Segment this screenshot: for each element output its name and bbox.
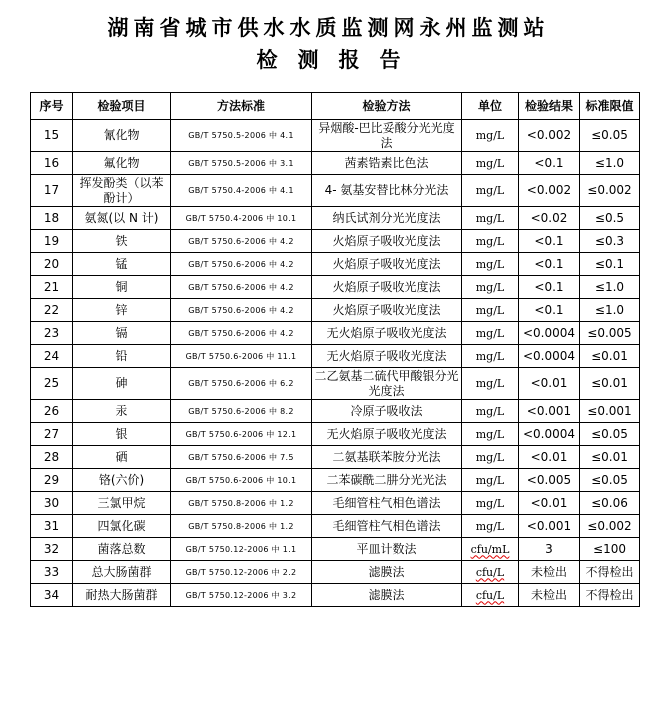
cell-method: 无火焰原子吸收光度法 (312, 322, 462, 345)
cell-result: <0.01 (519, 368, 580, 400)
cell-limit: ≤0.005 (580, 322, 640, 345)
cell-unit: mg/L (462, 152, 519, 175)
cell-no: 33 (31, 561, 73, 584)
cell-standard: GB/T 5750.6-2006 中 4.2 (171, 253, 312, 276)
cell-limit: ≤0.05 (580, 423, 640, 446)
cell-method: 火焰原子吸收光度法 (312, 299, 462, 322)
table-row (31, 492, 640, 515)
cell-standard: GB/T 5750.6-2006 中 7.5 (171, 446, 312, 469)
cell-unit: mg/L (462, 423, 519, 446)
col-header-limit: 标准限值 (580, 93, 640, 120)
cell-unit: mg/L (462, 469, 519, 492)
cell-method: 异烟酸-巴比妥酸分光光度法 (312, 120, 462, 152)
cell-unit: mg/L (462, 345, 519, 368)
cell-result: <0.001 (519, 400, 580, 423)
cell-limit: ≤1.0 (580, 276, 640, 299)
cell-result: <0.002 (519, 175, 580, 207)
cell-item: 总大肠菌群 (73, 561, 171, 584)
table-row (31, 469, 640, 492)
col-header-method: 检验方法 (312, 93, 462, 120)
cell-standard: GB/T 5750.6-2006 中 10.1 (171, 469, 312, 492)
cell-no: 25 (31, 368, 73, 400)
cell-item: 银 (73, 423, 171, 446)
cell-method: 火焰原子吸收光度法 (312, 276, 462, 299)
cell-result: <0.005 (519, 469, 580, 492)
cell-method: 毛细管柱气相色谱法 (312, 515, 462, 538)
cell-no: 17 (31, 175, 73, 207)
results-table (30, 92, 640, 607)
cell-limit: ≤1.0 (580, 299, 640, 322)
table-row (31, 175, 640, 207)
cell-no: 32 (31, 538, 73, 561)
cell-limit: ≤0.1 (580, 253, 640, 276)
cell-standard: GB/T 5750.6-2006 中 11.1 (171, 345, 312, 368)
table-row (31, 446, 640, 469)
cell-method: 滤膜法 (312, 561, 462, 584)
cell-method: 4- 氨基安替比林分光法 (312, 175, 462, 207)
table-row (31, 230, 640, 253)
cell-standard: GB/T 5750.12-2006 中 3.2 (171, 584, 312, 607)
cell-no: 15 (31, 120, 73, 152)
cell-item: 镉 (73, 322, 171, 345)
cell-item: 铅 (73, 345, 171, 368)
cell-no: 30 (31, 492, 73, 515)
cell-limit: ≤0.01 (580, 446, 640, 469)
cell-item: 挥发酚类（以苯酚计） (73, 175, 171, 207)
table-row (31, 423, 640, 446)
cell-item: 铜 (73, 276, 171, 299)
cell-method: 冷原子吸收法 (312, 400, 462, 423)
cell-standard: GB/T 5750.4-2006 中 10.1 (171, 207, 312, 230)
cell-result: 未检出 (519, 561, 580, 584)
cell-limit: ≤0.001 (580, 400, 640, 423)
cell-result: <0.1 (519, 276, 580, 299)
col-header-item: 检验项目 (73, 93, 171, 120)
cell-limit: ≤100 (580, 538, 640, 561)
cell-item: 菌落总数 (73, 538, 171, 561)
cell-no: 24 (31, 345, 73, 368)
unit-text: cfu/mL (470, 542, 510, 556)
cell-method: 茜素锆素比色法 (312, 152, 462, 175)
table-row (31, 299, 640, 322)
cell-method: 滤膜法 (312, 584, 462, 607)
table-row (31, 368, 640, 400)
cell-no: 28 (31, 446, 73, 469)
cell-method: 毛细管柱气相色谱法 (312, 492, 462, 515)
cell-item: 锰 (73, 253, 171, 276)
cell-unit (462, 584, 519, 607)
cell-limit: 不得检出 (580, 584, 640, 607)
cell-limit: ≤0.01 (580, 345, 640, 368)
cell-item: 硒 (73, 446, 171, 469)
cell-no: 31 (31, 515, 73, 538)
cell-unit: mg/L (462, 207, 519, 230)
cell-limit: ≤0.05 (580, 469, 640, 492)
cell-standard: GB/T 5750.6-2006 中 4.2 (171, 299, 312, 322)
col-header-no: 序号 (31, 93, 73, 120)
col-header-result: 检验结果 (519, 93, 580, 120)
cell-limit: ≤1.0 (580, 152, 640, 175)
cell-unit: mg/L (462, 299, 519, 322)
cell-standard: GB/T 5750.4-2006 中 4.1 (171, 175, 312, 207)
cell-unit: mg/L (462, 276, 519, 299)
cell-result: <0.1 (519, 253, 580, 276)
table-row (31, 207, 640, 230)
table-row (31, 152, 640, 175)
cell-method: 无火焰原子吸收光度法 (312, 423, 462, 446)
cell-unit: mg/L (462, 368, 519, 400)
cell-unit: mg/L (462, 492, 519, 515)
cell-standard: GB/T 5750.8-2006 中 1.2 (171, 515, 312, 538)
table-row (31, 515, 640, 538)
cell-no: 34 (31, 584, 73, 607)
cell-unit: mg/L (462, 446, 519, 469)
table-row (31, 345, 640, 368)
cell-item: 四氯化碳 (73, 515, 171, 538)
cell-result: <0.002 (519, 120, 580, 152)
cell-item: 铁 (73, 230, 171, 253)
table-header-row (31, 93, 640, 120)
cell-standard: GB/T 5750.6-2006 中 4.2 (171, 322, 312, 345)
cell-method: 火焰原子吸收光度法 (312, 230, 462, 253)
cell-standard: GB/T 5750.6-2006 中 4.2 (171, 230, 312, 253)
cell-unit: mg/L (462, 175, 519, 207)
table-row (31, 561, 640, 584)
cell-method: 二苯碳酰二肼分光光法 (312, 469, 462, 492)
cell-result: <0.01 (519, 446, 580, 469)
cell-no: 23 (31, 322, 73, 345)
cell-method: 无火焰原子吸收光度法 (312, 345, 462, 368)
cell-item: 锌 (73, 299, 171, 322)
cell-result: <0.1 (519, 152, 580, 175)
cell-standard: GB/T 5750.5-2006 中 4.1 (171, 120, 312, 152)
unit-text: cfu/L (475, 565, 505, 579)
cell-unit (462, 561, 519, 584)
cell-result: <0.1 (519, 230, 580, 253)
cell-no: 19 (31, 230, 73, 253)
cell-unit (462, 538, 519, 561)
cell-standard: GB/T 5750.6-2006 中 8.2 (171, 400, 312, 423)
cell-standard: GB/T 5750.6-2006 中 4.2 (171, 276, 312, 299)
cell-unit: mg/L (462, 253, 519, 276)
cell-no: 16 (31, 152, 73, 175)
cell-limit: ≤0.05 (580, 120, 640, 152)
table-row (31, 538, 640, 561)
table-row (31, 584, 640, 607)
cell-limit: 不得检出 (580, 561, 640, 584)
cell-limit: ≤0.002 (580, 515, 640, 538)
cell-result: <0.0004 (519, 345, 580, 368)
cell-no: 18 (31, 207, 73, 230)
cell-limit: ≤0.002 (580, 175, 640, 207)
cell-limit: ≤0.3 (580, 230, 640, 253)
cell-standard: GB/T 5750.6-2006 中 12.1 (171, 423, 312, 446)
cell-method: 火焰原子吸收光度法 (312, 253, 462, 276)
cell-method: 二氨基联苯胺分光法 (312, 446, 462, 469)
cell-result: <0.02 (519, 207, 580, 230)
cell-unit: mg/L (462, 230, 519, 253)
cell-no: 27 (31, 423, 73, 446)
cell-no: 22 (31, 299, 73, 322)
cell-result: <0.01 (519, 492, 580, 515)
unit-text: cfu/L (475, 588, 505, 602)
cell-standard: GB/T 5750.8-2006 中 1.2 (171, 492, 312, 515)
cell-item: 砷 (73, 368, 171, 400)
table-row (31, 120, 640, 152)
report-title: 检测报告 (256, 48, 421, 72)
cell-standard: GB/T 5750.12-2006 中 2.2 (171, 561, 312, 584)
cell-method: 二乙氨基二硫代甲酸银分光光度法 (312, 368, 462, 400)
cell-standard: GB/T 5750.5-2006 中 3.1 (171, 152, 312, 175)
cell-method: 平皿计数法 (312, 538, 462, 561)
cell-result: 未检出 (519, 584, 580, 607)
cell-unit: mg/L (462, 322, 519, 345)
cell-standard: GB/T 5750.12-2006 中 1.1 (171, 538, 312, 561)
table-row (31, 400, 640, 423)
cell-item: 氨氮(以 N 计) (73, 207, 171, 230)
cell-result: <0.0004 (519, 423, 580, 446)
cell-limit: ≤0.5 (580, 207, 640, 230)
cell-result: <0.0004 (519, 322, 580, 345)
cell-item: 耐热大肠菌群 (73, 584, 171, 607)
cell-item: 氟化物 (73, 152, 171, 175)
cell-no: 20 (31, 253, 73, 276)
table-row (31, 253, 640, 276)
cell-no: 26 (31, 400, 73, 423)
cell-unit: mg/L (462, 120, 519, 152)
col-header-unit: 单位 (462, 93, 519, 120)
cell-method: 纳氏试剂分光光度法 (312, 207, 462, 230)
table-row (31, 276, 640, 299)
cell-standard: GB/T 5750.6-2006 中 6.2 (171, 368, 312, 400)
cell-item: 三氯甲烷 (73, 492, 171, 515)
cell-unit: mg/L (462, 400, 519, 423)
cell-item: 铬(六价) (73, 469, 171, 492)
cell-no: 21 (31, 276, 73, 299)
table-row (31, 322, 640, 345)
cell-result: <0.001 (519, 515, 580, 538)
cell-result: 3 (519, 538, 580, 561)
col-header-standard: 方法标准 (171, 93, 312, 120)
cell-limit: ≤0.01 (580, 368, 640, 400)
cell-item: 汞 (73, 400, 171, 423)
cell-no: 29 (31, 469, 73, 492)
cell-item: 氰化物 (73, 120, 171, 152)
cell-unit: mg/L (462, 515, 519, 538)
cell-result: <0.1 (519, 299, 580, 322)
report-org-title: 湖南省城市供水水质监测网永州监测站 (107, 16, 550, 40)
cell-limit: ≤0.06 (580, 492, 640, 515)
